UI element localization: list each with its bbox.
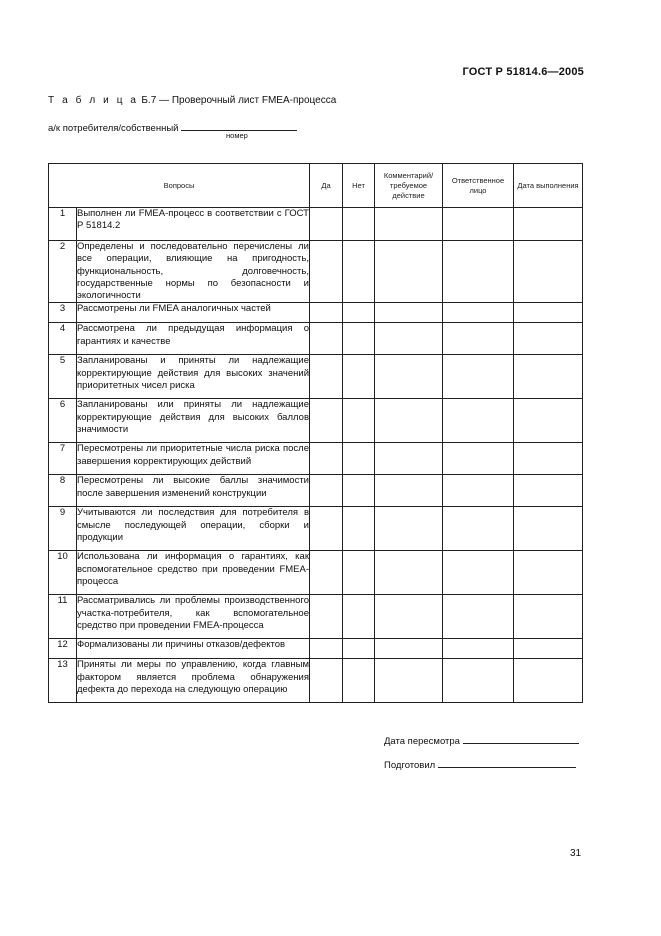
cell-date[interactable] (514, 241, 583, 303)
row-number: 7 (49, 443, 77, 475)
row-number: 2 (49, 241, 77, 303)
table-row (49, 507, 583, 551)
cell-date[interactable] (514, 507, 583, 551)
table-row (49, 551, 583, 595)
row-number: 5 (49, 355, 77, 399)
cell-responsible[interactable] (443, 551, 514, 595)
cell-yes[interactable] (310, 475, 343, 507)
cell-date[interactable] (514, 303, 583, 323)
row-question: Рассматривались ли проблемы производственного участка-потребителя, как вспомогательное средство при проведении FMEA-процесса (77, 595, 310, 639)
row-question: Рассмотрены ли FMEA аналогичных частей (77, 303, 310, 323)
review-date-label: Дата пересмотра (384, 736, 460, 747)
cell-no[interactable] (343, 303, 375, 323)
cell-no[interactable] (343, 355, 375, 399)
row-number: 12 (49, 639, 77, 659)
cell-date[interactable] (514, 551, 583, 595)
row-question: Пересмотрены ли приоритетные числа риска после завершения корректирующих действий (77, 443, 310, 475)
cell-comment[interactable] (375, 551, 443, 595)
cell-comment[interactable] (375, 595, 443, 639)
cell-yes[interactable] (310, 208, 343, 241)
cell-responsible[interactable] (443, 659, 514, 703)
cell-responsible[interactable] (443, 507, 514, 551)
table-caption-label: Т а б л и ц а (48, 95, 139, 106)
table-row (49, 639, 583, 659)
cell-yes[interactable] (310, 507, 343, 551)
cell-yes[interactable] (310, 639, 343, 659)
review-date-field (384, 734, 579, 747)
cell-responsible[interactable] (443, 475, 514, 507)
table-caption (48, 95, 336, 106)
cell-responsible[interactable] (443, 355, 514, 399)
row-question: Запланированы или приняты ли надлежащие корректирующие действия для высоких баллов значимости (77, 399, 310, 443)
cell-no[interactable] (343, 443, 375, 475)
cell-no[interactable] (343, 595, 375, 639)
cell-responsible[interactable] (443, 639, 514, 659)
row-number: 9 (49, 507, 77, 551)
cell-responsible[interactable] (443, 323, 514, 355)
row-question: Определены и последовательно перечислены ли все операции, влияющие на пригодность, функциональность, долговечность, государственные нормы по безопасности и экологичности (77, 241, 309, 302)
cell-comment[interactable] (375, 639, 443, 659)
header-no: Нет (343, 164, 375, 208)
cell-yes[interactable] (310, 595, 343, 639)
cell-no[interactable] (343, 475, 375, 507)
document-number: ГОСТ Р 51814.6—2005 (462, 66, 584, 78)
customer-field-label: а/к потребителя/собственный (48, 123, 179, 134)
row-number: 13 (49, 659, 77, 703)
cell-yes[interactable] (310, 323, 343, 355)
prepared-by-label: Подготовил (384, 760, 436, 771)
cell-comment[interactable] (375, 443, 443, 475)
customer-field (48, 121, 297, 134)
cell-no[interactable] (343, 507, 375, 551)
cell-date[interactable] (514, 595, 583, 639)
cell-comment[interactable] (375, 323, 443, 355)
prepared-by-blank[interactable] (438, 758, 576, 768)
cell-comment[interactable] (375, 208, 443, 241)
cell-date[interactable] (514, 399, 583, 443)
cell-no[interactable] (343, 241, 375, 303)
cell-comment[interactable] (375, 303, 443, 323)
cell-responsible[interactable] (443, 595, 514, 639)
cell-comment[interactable] (375, 475, 443, 507)
table-caption-number: Б.7 (141, 95, 157, 106)
cell-comment[interactable] (375, 399, 443, 443)
cell-no[interactable] (343, 399, 375, 443)
table-row (49, 323, 583, 355)
row-number: 8 (49, 475, 77, 507)
row-number: 4 (49, 323, 77, 355)
fmea-checklist-table (48, 163, 583, 703)
row-number: 10 (49, 551, 77, 595)
customer-field-blank[interactable] (181, 121, 297, 131)
cell-comment[interactable] (375, 241, 443, 303)
cell-yes[interactable] (310, 399, 343, 443)
row-number: 3 (49, 303, 77, 323)
row-number: 6 (49, 399, 77, 443)
cell-date[interactable] (514, 659, 583, 703)
review-date-blank[interactable] (463, 734, 579, 744)
table-row (49, 595, 583, 639)
row-question: Пересмотрены ли высокие баллы значимости после завершения изменений конструкции (77, 475, 310, 507)
cell-comment[interactable] (375, 355, 443, 399)
cell-yes[interactable] (310, 303, 343, 323)
header-date: Дата выполнения (514, 164, 583, 208)
table-row (49, 241, 583, 303)
row-question: Выполнен ли FMEA-процесс в соответствии с ГОСТ Р 51814.2 (77, 208, 310, 241)
row-question: Учитываются ли последствия для потребителя в смысле последующей операции, сборки и продукции (77, 507, 310, 551)
row-question: Запланированы и приняты ли надлежащие корректирующие действия для высоких значений приоритетных чисел риска (77, 355, 310, 399)
cell-comment[interactable] (375, 507, 443, 551)
row-question: Формализованы ли причины отказов/дефектов (77, 639, 310, 659)
cell-no[interactable] (343, 659, 375, 703)
cell-yes[interactable] (310, 659, 343, 703)
cell-yes[interactable] (310, 551, 343, 595)
table-caption-title: — Проверочный лист FMEA-процесса (159, 95, 337, 106)
cell-date[interactable] (514, 639, 583, 659)
cell-no[interactable] (343, 323, 375, 355)
row-number: 1 (49, 208, 77, 241)
cell-yes[interactable] (310, 443, 343, 475)
table-row (49, 399, 583, 443)
table-row (49, 443, 583, 475)
cell-date[interactable] (514, 475, 583, 507)
row-number: 11 (49, 595, 77, 639)
cell-date[interactable] (514, 443, 583, 475)
header-responsible: Ответственное лицо (443, 164, 514, 208)
cell-responsible[interactable] (443, 443, 514, 475)
cell-no[interactable] (343, 551, 375, 595)
table-row (49, 475, 583, 507)
cell-date[interactable] (514, 323, 583, 355)
cell-responsible[interactable] (443, 303, 514, 323)
cell-comment[interactable] (375, 659, 443, 703)
prepared-by-field (384, 758, 576, 771)
cell-no[interactable] (343, 639, 375, 659)
table-row (49, 303, 583, 323)
customer-field-sublabel: номер (226, 131, 248, 140)
header-comment: Комментарий/ требуемое действие (375, 164, 443, 208)
header-questions: Вопросы (49, 164, 310, 208)
cell-no[interactable] (343, 208, 375, 241)
cell-responsible[interactable] (443, 399, 514, 443)
page-number: 31 (570, 848, 582, 859)
cell-date[interactable] (514, 208, 583, 241)
cell-responsible[interactable] (443, 208, 514, 241)
row-question: Рассмотрена ли предыдущая информация о гарантиях и качестве (77, 323, 310, 355)
cell-yes[interactable] (310, 241, 343, 303)
header-yes: Да (310, 164, 343, 208)
cell-yes[interactable] (310, 355, 343, 399)
table-row (49, 208, 583, 241)
row-question: Приняты ли меры по управлению, когда главным фактором является проблема обнаружения дефекта до перехода на следующую операцию (77, 659, 310, 703)
cell-responsible[interactable] (443, 241, 514, 303)
table-row (49, 659, 583, 703)
table-row (49, 355, 583, 399)
cell-date[interactable] (514, 355, 583, 399)
row-question: Использована ли информация о гарантиях, как вспомогательное средство при проведении FMEA-процесса (77, 551, 310, 595)
